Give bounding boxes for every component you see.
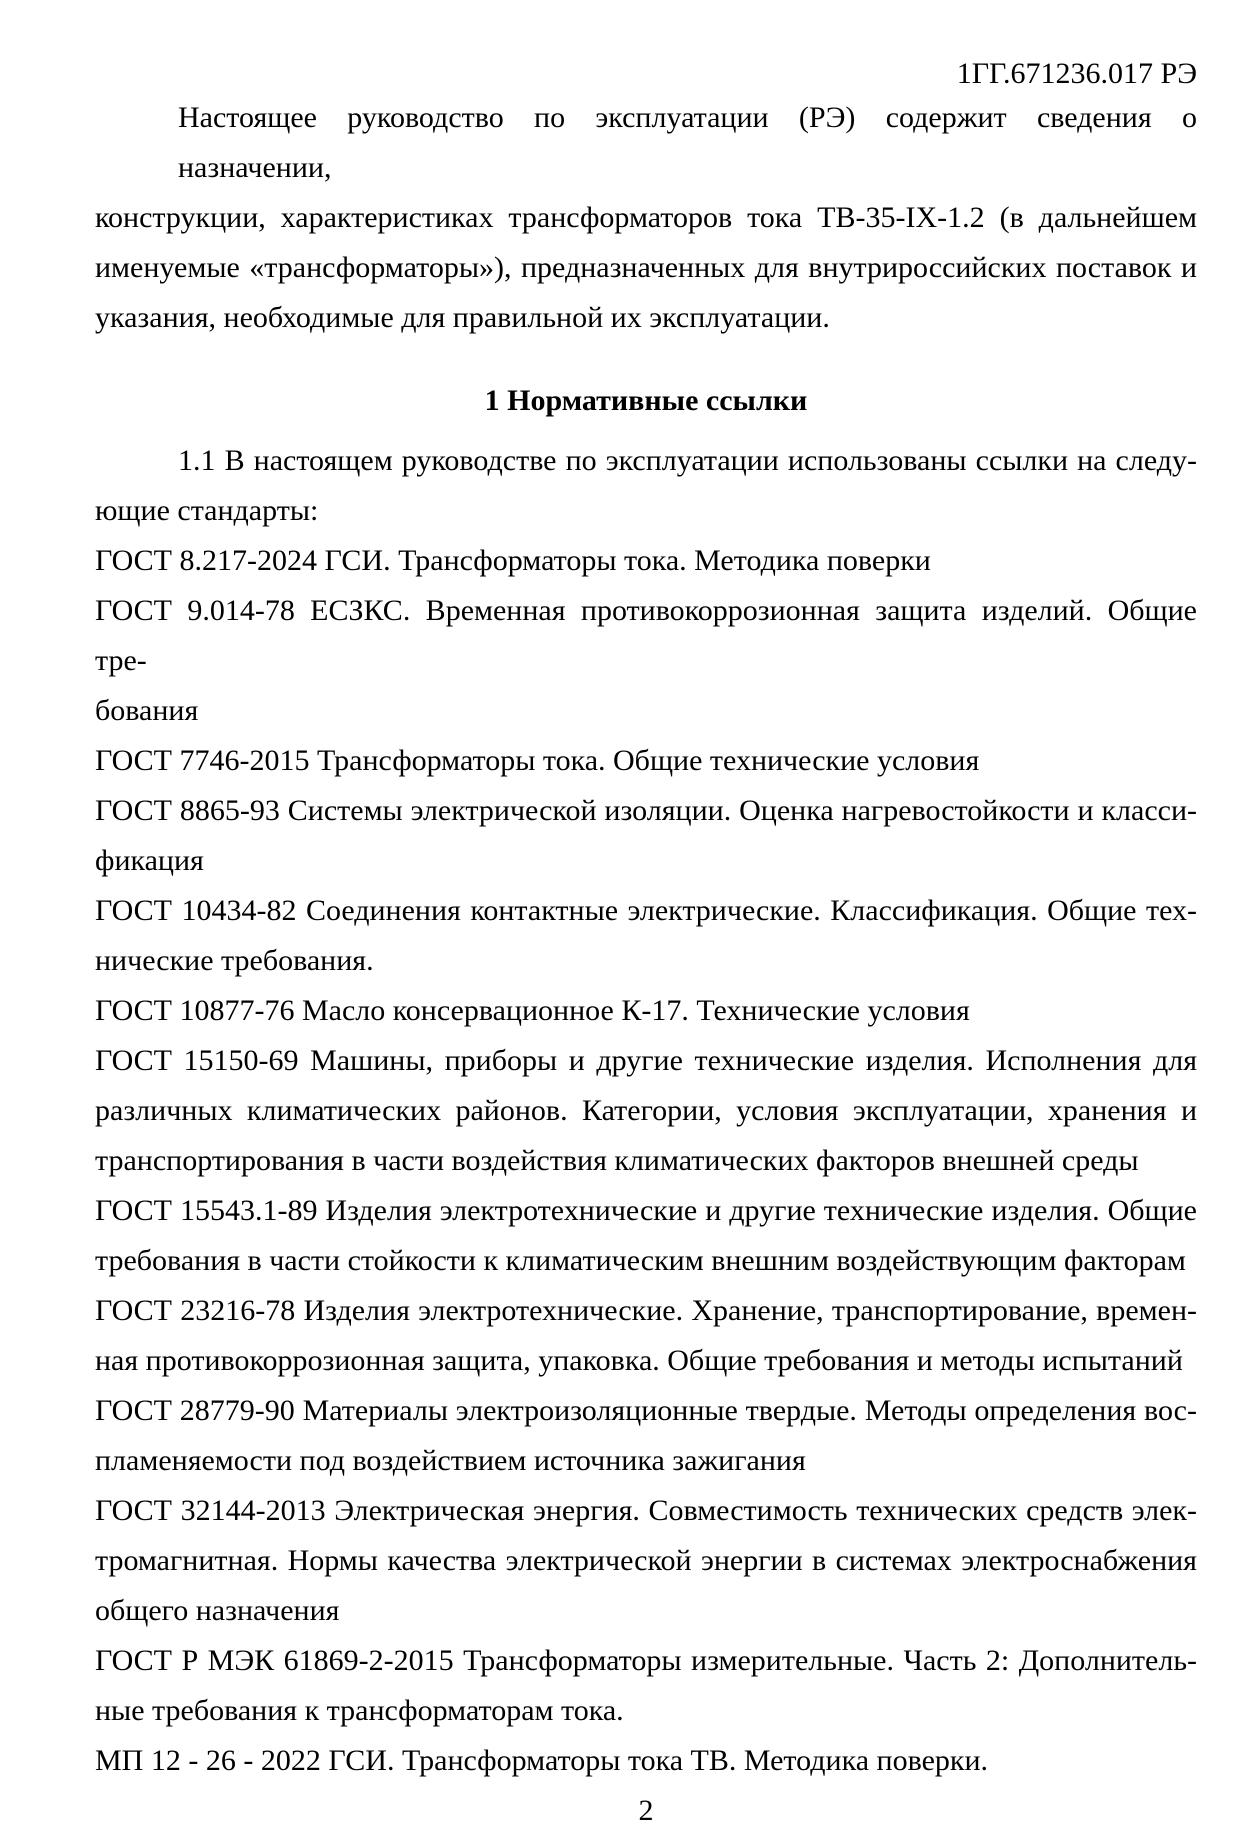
paragraph bbox=[95, 436, 1197, 536]
intro-paragraph bbox=[95, 93, 1197, 343]
text-line: конструкции, характеристиках трансформаторов тока ТВ-35-IX-1.2 (в дальнейшем bbox=[95, 201, 1197, 234]
text-line: ГОСТ 8865-93 Системы электрической изоляции. Оценка нагревостойкости и класси- bbox=[95, 794, 1197, 827]
text-line: бования bbox=[95, 694, 199, 727]
text-line: указания, необходимые для правильной их эксплуатации. bbox=[95, 301, 830, 334]
text-line: нические требования. bbox=[95, 944, 374, 977]
text-line: ГОСТ 10877-76 Масло консервационное К-17. Технические условия bbox=[95, 994, 970, 1027]
text-line: МП 12 - 26 - 2022 ГСИ. Трансформаторы тока ТВ. Методика поверки. bbox=[95, 1744, 989, 1777]
paragraph bbox=[95, 1386, 1197, 1486]
text-line: тромагнитная. Нормы качества электрической энергии в системах электроснабжения bbox=[95, 1544, 1197, 1577]
paragraph bbox=[95, 1186, 1197, 1286]
paragraph bbox=[95, 536, 1197, 586]
text-line: ная противокоррозионная защита, упаковка. Общие требования и методы испытаний bbox=[95, 1344, 1183, 1377]
text-line: Настоящее руководство по эксплуатации (РЭ) содержит сведения о назначении, bbox=[178, 101, 1197, 184]
text-line: ГОСТ 32144-2013 Электрическая энергия. Совместимость технических средств элек- bbox=[95, 1494, 1197, 1527]
paragraph bbox=[95, 1636, 1197, 1736]
paragraph bbox=[95, 986, 1197, 1036]
paragraph bbox=[95, 93, 1197, 343]
text-line: ГОСТ 28779-90 Материалы электроизоляционные твердые. Методы определения вос- bbox=[95, 1394, 1197, 1427]
text-line: различных климатических районов. Категории, условия эксплуатации, хранения и bbox=[95, 1094, 1197, 1127]
text-line: ющие стандарты: bbox=[95, 494, 319, 527]
text-line: именуемые «трансформаторы»), предназначенных для внутрироссийских поставок и bbox=[95, 251, 1197, 284]
text-line: ГОСТ Р МЭК 61869-2-2015 Трансформаторы измерительные. Часть 2: Дополнитель- bbox=[95, 1644, 1197, 1677]
text-line: ГОСТ 10434-82 Соединения контактные электрические. Классификация. Общие тех- bbox=[95, 894, 1197, 927]
text-line: фикация bbox=[95, 844, 204, 877]
paragraph bbox=[95, 1036, 1197, 1186]
standards-list bbox=[95, 436, 1197, 1786]
paragraph bbox=[95, 1736, 1197, 1786]
text-line: 1.1 В настоящем руководстве по эксплуатации использованы ссылки на следу- bbox=[178, 444, 1197, 477]
text-line: общего назначения bbox=[95, 1594, 340, 1627]
text-line: ГОСТ 9.014-78 ЕСЗКС. Временная противокоррозионная защита изделий. Общие тре- bbox=[95, 594, 1197, 677]
text-line: ГОСТ 15543.1-89 Изделия электротехнические и другие технические изделия. Общие bbox=[95, 1194, 1197, 1227]
text-line: ГОСТ 8.217-2024 ГСИ. Трансформаторы тока. Методика поверки bbox=[95, 544, 931, 577]
paragraph bbox=[95, 1286, 1197, 1386]
paragraph bbox=[95, 1486, 1197, 1636]
page-number: 2 bbox=[638, 1794, 654, 1827]
section-heading: 1 Нормативные ссылки bbox=[484, 384, 808, 417]
paragraph bbox=[95, 586, 1197, 736]
text-line: ные требования к трансформаторам тока. bbox=[95, 1694, 624, 1727]
text-line: требования в части стойкости к климатическим внешним воздействующим факторам bbox=[95, 1244, 1186, 1277]
paragraph bbox=[95, 736, 1197, 786]
paragraph bbox=[95, 786, 1197, 886]
text-line: ГОСТ 15150-69 Машины, приборы и другие технические изделия. Исполнения для bbox=[95, 1044, 1197, 1077]
text-line: ГОСТ 7746-2015 Трансформаторы тока. Общие технические условия bbox=[95, 744, 980, 777]
document-code: 1ГГ.671236.017 РЭ bbox=[956, 57, 1197, 90]
paragraph bbox=[95, 886, 1197, 986]
text-line: пламеняемости под воздействием источника зажигания bbox=[95, 1444, 806, 1477]
text-line: транспортирования в части воздействия климатических факторов внешней среды bbox=[95, 1144, 1139, 1177]
text-line: ГОСТ 23216-78 Изделия электротехнические. Хранение, транспортирование, времен- bbox=[95, 1294, 1197, 1327]
